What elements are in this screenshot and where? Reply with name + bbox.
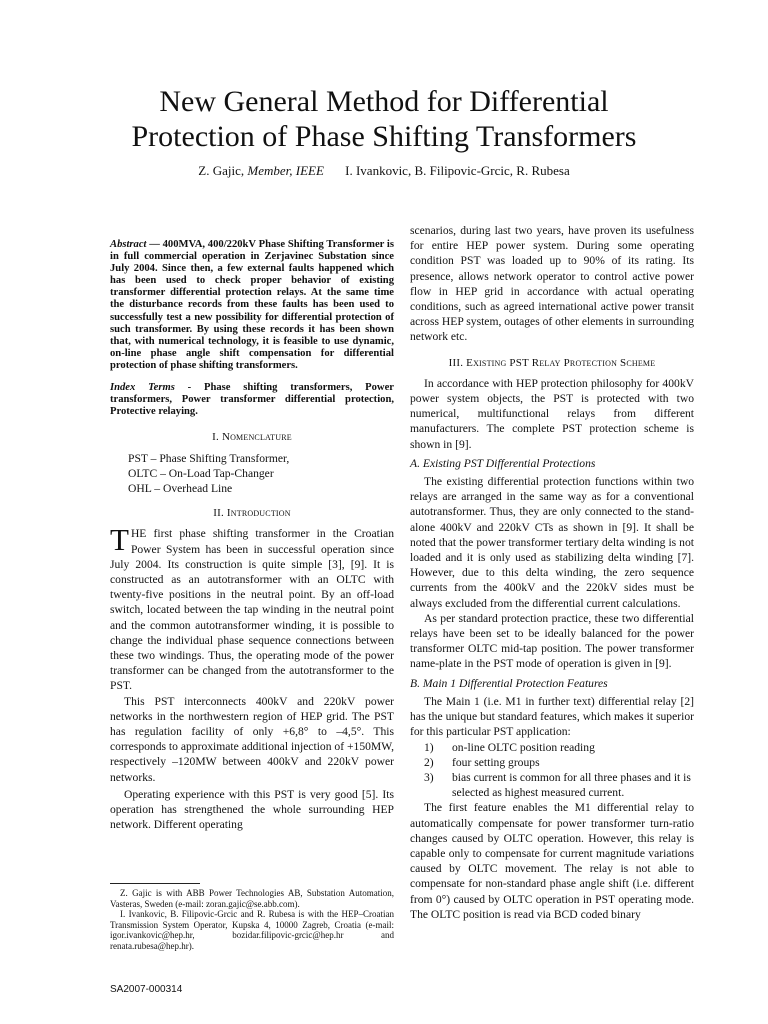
footnotes [110, 888, 394, 952]
author-membership: Member, IEEE [247, 163, 324, 178]
index-terms-label: Index Terms [110, 382, 175, 394]
abstract-dash: — [149, 239, 160, 250]
paper-title [0, 84, 768, 154]
list-number: 2) [424, 755, 434, 769]
differential-paragraph-1: The existing differential protection functions within two relays are arranged in the same way as for a conventional autotransformer. Thus, they are only connected to the stand-alone 400kV and 220kV CTs as shown in [9]. It shall be noted that the power transformer tertiary delta winding is not loaded and it is only used as stabilizing delta winding [7]. However, due to this delta winding, the zero sequence currents from the 400kV and the 220kV sides must be always excluded from the differential current calculations. [410, 475, 694, 610]
section-number: III. [448, 356, 464, 369]
footnote: I. Ivankovic, B. Filipovic-Grcic and R. Rubesa is with the HEP–Croatian Transmission System Operator, Kupska 4, 10000 Zagreb, Croatia (e-mail: igor.ivankovic@hep.hr, bozidar.filipovic-grcic@hep.hr and renata.rubesa@hep.hr). [110, 909, 394, 951]
footnote-rule [110, 883, 200, 884]
index-terms [110, 382, 394, 418]
right-column [410, 223, 694, 922]
intro-paragraph-1 [110, 522, 394, 693]
section-title: Nomenclature [221, 431, 292, 444]
section-number: II. [213, 507, 224, 520]
author-others: I. Ivankovic, B. Filipovic-Grcic, R. Rubesa [345, 163, 570, 178]
section-title: Existing PST Relay Protection Scheme [466, 356, 656, 369]
subsection-heading-b: B. Main 1 Differential Protection Features [410, 676, 608, 690]
list-item [410, 755, 694, 770]
left-column [110, 239, 394, 832]
section-number: I. [212, 431, 219, 444]
list-text: on-line OLTC position reading [452, 740, 595, 754]
subsection-heading-a: A. Existing PST Differential Protections [410, 456, 596, 470]
list-number: 1) [424, 740, 434, 754]
nomenclature-item: PST – Phase Shifting Transformer, [128, 451, 290, 465]
section-title: Introduction [226, 507, 291, 520]
feature-list [410, 740, 694, 801]
footnote: Z. Gajic is with ABB Power Technologies AB, Substation Automation, Vasteras, Sweden (e-mail: zoran.gajic@se.abb.com). [110, 888, 394, 909]
abstract-label: Abstract [110, 239, 147, 250]
title-line-1: New General Method for Differential [159, 85, 609, 118]
section-heading-introduction [110, 506, 394, 521]
list-text: bias current is common for all three phases and it is selected as highest measured current. [452, 770, 691, 800]
author-first: Z. Gajic, [198, 163, 245, 178]
intro-continued-paragraph: scenarios, during last two years, have proven its usefulness for entire HEP power system. During some operating condition PST was loaded up to 90% of its rating. Its presence, allows network operator to control active power flow in HEP grid in accordance with actual operating conditions, such as agreed international active power transit across HEP system, outages of other elements in surrounding network etc. [410, 224, 694, 344]
list-text: four setting groups [452, 755, 540, 769]
abstract-text: 400MVA, 400/220kV Phase Shifting Transformer is in full commercial operation in Zerjavinec Substation since July 2004. Since then, a few external faults happened which has been used to check proper behavior of existing transformer differential protection relays. At the same time the disturbance records from these faults has been used to successfully test a new possibility for differential protection of such transformer. By using these records it has been shown that, with numerical technology, it is feasible to use dynamic, on-line phase angle shift compensation for differential protection of phase shifting transformers. [110, 239, 394, 371]
scheme-paragraph: In accordance with HEP protection philosophy for 400kV power system objects, the PST is protected with two numerical, multifunctional relays from different manufacturers. The complete PST protection scheme is shown in [9]. [410, 376, 694, 451]
nomenclature-item: OLTC – On-Load Tap-Changer [128, 466, 274, 480]
title-line-2: Protection of Phase Shifting Transformers [131, 120, 637, 153]
nomenclature-item: OHL – Overhead Line [128, 481, 233, 495]
intro-paragraph-3: Operating experience with this PST is very good [5]. Its operation has strengthened the whole surrounding HEP network. Different operating [110, 787, 394, 832]
abstract [110, 239, 394, 372]
differential-paragraph-2: As per standard protection practice, these two differential relays have been set to be ideally balanced for the power transformer OLTC mid-tap position. The power transformer name-plate in the PST mode of operation is given in [9]. [410, 611, 694, 671]
list-item [410, 740, 694, 755]
index-terms-text: - Phase shifting transformers, Power transformers, Power transformer differential protection, Protective relaying. [110, 382, 394, 418]
author-line [0, 163, 768, 179]
section-heading-existing-scheme [410, 356, 694, 371]
intro-paragraph-2: This PST interconnects 400kV and 220kV power networks in the northwestern region of HEP grid. The PST has regulation facility of only +6,8° to –4,5°. This corresponds to approximate additional injection of +150MW, respectively –120MW between 400kV and 220kV power networks. [110, 694, 394, 784]
list-number: 3) [424, 770, 434, 784]
document-id: SA2007-000314 [110, 984, 183, 995]
olct-paragraph: The first feature enables the M1 differential relay to automatically compensate for power transformer turn-ratio changes caused by OLTC operation. However, this relay is capable only to compensate for current magnitude variations caused by OLTC movement. The relay is not able to compensate for non-standard phase angle shift (i.e. different from 0°) caused by OLTC operation in PST operating mode. The OLTC position is read via BCD coded binary [410, 801, 694, 921]
section-heading-nomenclature [110, 430, 394, 445]
drop-cap: T [110, 522, 129, 558]
list-item [410, 770, 694, 800]
intro-text-1: HE first phase shifting transformer in the Croatian Power System has been in successful operation since July 2004. Its construction is quite simple [3], [9]. It is constructed as an autotransformer with an OLTC with twenty-five positions in the neutral point. By an off-load switch, located between the tap winding in the neutral point and the common autotransformer winding, it is possible to change the individual phase sequence connections between these two windings. Thus, the operating mode of the power transformer can be changed from the autotransformer to the PST. [110, 527, 394, 693]
nomenclature-list [110, 451, 394, 497]
features-paragraph: The Main 1 (i.e. M1 in further text) differential relay [2] has the unique but standard features, which makes it superior for this particular PST application: [410, 694, 694, 739]
